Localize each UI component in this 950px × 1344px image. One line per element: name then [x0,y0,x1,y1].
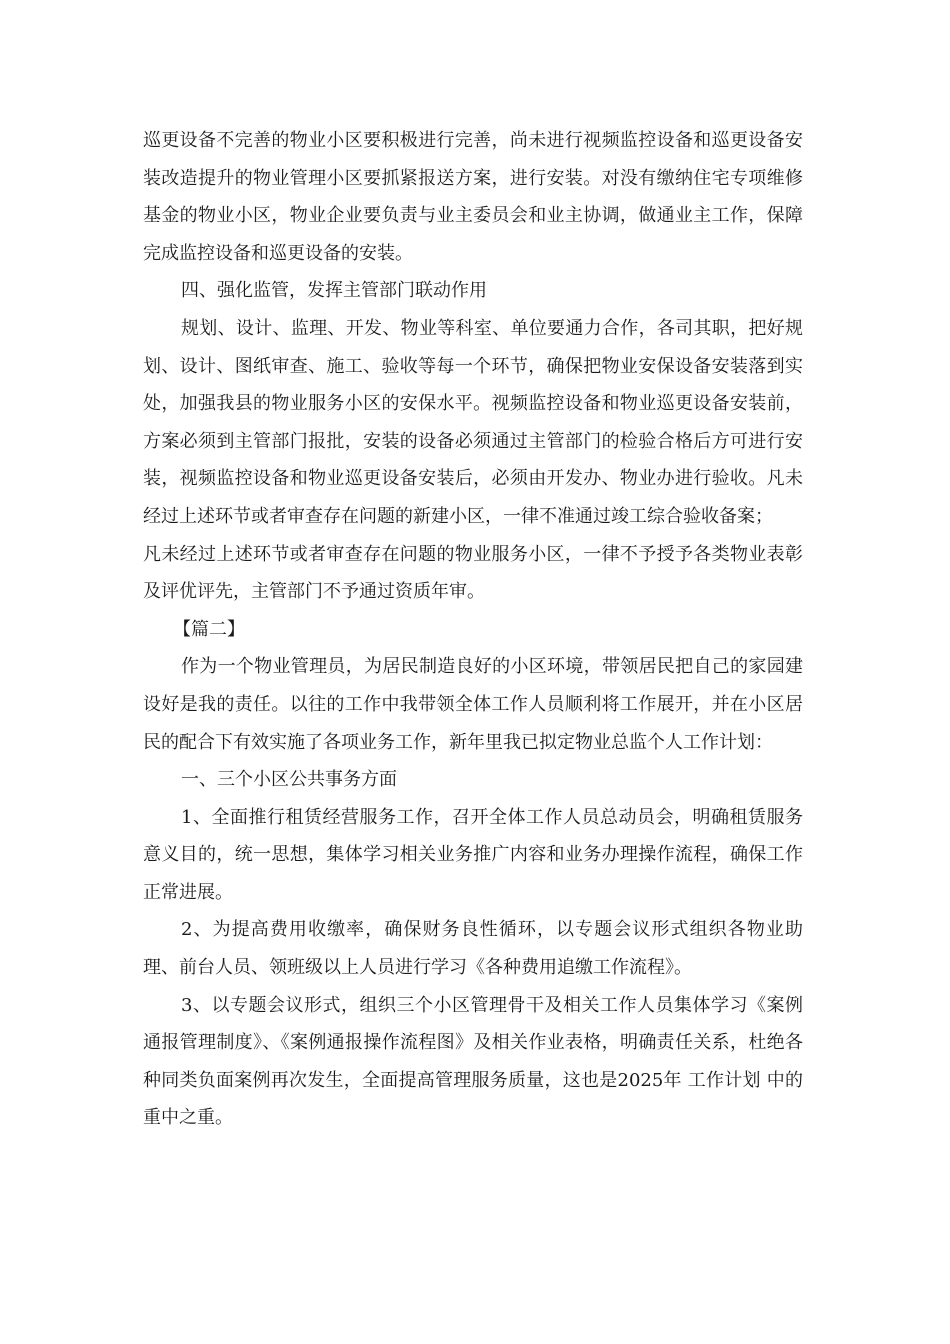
paragraph-supervision-continued: 凡未经过上述环节或者审查存在问题的物业服务小区，一律不予授予各类物业表彰及评优评先，主管部门不予通过资质年审。 [143,543,803,603]
document-body [143,122,803,1137]
paragraph-supervision: 规划、设计、监理、开发、物业等科室、单位要通力合作，各司其职，把好规划、设计、图纸审查、施工、验收等每一个环节，确保把物业安保设备安装落到实处，加强我县的物业服务小区的安保水平。视频监控设备和物业巡更设备安装前，方案必须到主管部门报批，安装的设备必须通过主管部门的检验合格后方可进行安装，视频监控设备和物业巡更设备安装后，必须由开发办、物业办进行验收。凡未经过上述环节或者审查存在问题的新建小区，一律不准通过竣工综合验收备案； [143,317,803,527]
section-heading-one: 一、三个小区公共事务方面 [181,769,397,791]
list-item-2: 2、为提高费用收缴率，确保财务良性循环，以专题会议形式组织各物业助理、前台人员、领班级以上人员进行学习《各种费用追缴工作流程》。 [143,919,803,979]
list-item-3: 3、以专题会议形式，组织三个小区管理骨干及相关工作人员集体学习《案例通报管理制度》、《案例通报操作流程图》及相关作业表格，明确责任关系，杜绝各种同类负面案例再次发生，全面提高管理服务质量，这也是2025年 工作计划 中的重中之重。 [143,994,803,1129]
section-heading-four: 四、强化监管，发挥主管部门联动作用 [181,280,487,302]
paragraph-intro: 作为一个物业管理员，为居民制造良好的小区环境，带领居民把自己的家园建设好是我的责任。以往的工作中我带领全体工作人员顺利将工作展开，并在小区居民的配合下有效实施了各项业务工作，新年里我已拟定物业总监个人工作计划： [143,656,803,753]
part-two-heading: 【篇二】 [173,618,245,640]
paragraph-continuation: 巡更设备不完善的物业小区要积极进行完善，尚未进行视频监控设备和巡更设备安装改造提升的物业管理小区要抓紧报送方案，进行安装。对没有缴纳住宅专项维修基金的物业小区，物业企业要负责与业主委员会和业主协调，做通业主工作，保障完成监控设备和巡更设备的安装。 [143,130,803,264]
list-item-1: 1、全面推行租赁经营服务工作，召开全体工作人员总动员会，明确租赁服务意义目的，统一思想，集体学习相关业务推广内容和业务办理操作流程，确保工作正常进展。 [143,806,803,903]
